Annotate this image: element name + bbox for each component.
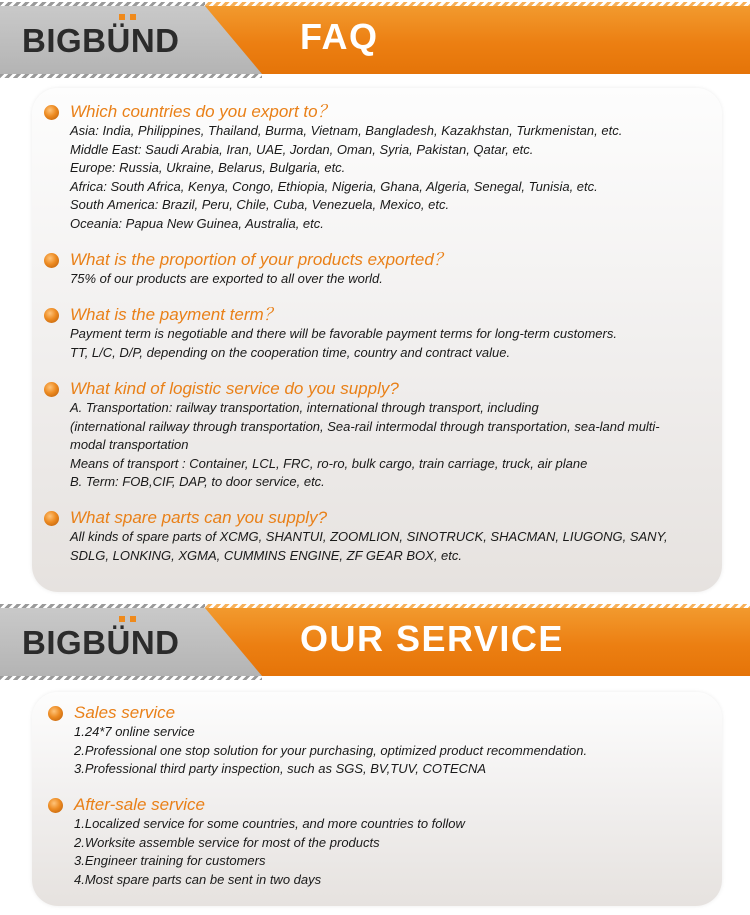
faq-title: FAQ	[300, 16, 379, 57]
faq-question: Which countries do you export to？	[42, 102, 732, 122]
faq-answer: Means of transport : Container, LCL, FRC, ro-ro, bulk cargo, train carriage, truck, air plane	[70, 455, 588, 471]
faq-answer: Oceania: Papua New Guinea, Australia, etc.	[70, 215, 324, 231]
banner-stripe	[0, 2, 205, 6]
service-item: 1.24*7 online service	[74, 724, 195, 739]
faq-item	[42, 379, 732, 492]
faq-banner	[0, 2, 750, 74]
faq-answer: Africa: South Africa, Kenya, Congo, Ethiopia, Nigeria, Ghana, Algeria, Senegal, Tunisia, etc.	[70, 178, 598, 194]
logo-umlaut-icon	[119, 14, 139, 20]
faq-question: What kind of logistic service do you supply?	[42, 379, 732, 399]
faq-question: What spare parts can you supply?	[42, 508, 732, 528]
faq-answer: All kinds of spare parts of XCMG, SHANTUI, ZOOMLION, SINOTRUCK, SHACMAN, LIUGONG, SANY,	[70, 529, 668, 544]
faq-item	[42, 250, 732, 289]
banner-stripe	[0, 74, 262, 78]
brand-logo: BIGBÜND	[22, 624, 180, 661]
service-heading: After-sale service	[46, 795, 736, 815]
faq-answer: TT, L/C, D/P, depending on the cooperation time, country and contract value.	[70, 344, 511, 360]
faq-answer: SDLG, LONKING, XGMA, CUMMINS ENGINE, ZF GEAR BOX, etc.	[70, 547, 462, 563]
faq-answer: South America: Brazil, Peru, Chile, Cuba, Venezuela, Mexico, etc.	[70, 197, 450, 213]
faq-answer: Payment term is negotiable and there will be favorable payment terms for long-term customers.	[70, 326, 617, 341]
bullet-icon	[44, 253, 59, 268]
faq-item	[42, 305, 732, 362]
bullet-icon	[44, 308, 59, 323]
faq-answer: 75% of our products are exported to all over the world.	[70, 271, 383, 286]
service-item: 1.Localized service for some countries, and more countries to follow	[74, 816, 465, 831]
service-item: 2.Professional one stop solution for your purchasing, optimized product recommendation.	[74, 742, 588, 758]
banner-stripe	[0, 676, 262, 680]
logo-umlaut-icon	[119, 616, 139, 622]
faq-question: What is the proportion of your products exported？	[42, 250, 732, 270]
service-heading: Sales service	[46, 703, 736, 723]
faq-answer: Europe: Russia, Ukraine, Belarus, Bulgaria, etc.	[70, 160, 346, 176]
bullet-icon	[44, 511, 59, 526]
service-title: OUR SERVICE	[300, 618, 564, 659]
service-item: 2.Worksite assemble service for most of the products	[74, 834, 380, 850]
bullet-icon	[44, 382, 59, 397]
faq-answer: (international railway through transportation, Sea-rail intermodal through transportation, sea-land multi-	[70, 418, 660, 434]
faq-item	[42, 508, 732, 565]
service-banner	[0, 604, 750, 676]
service-item: 4.Most spare parts can be sent in two days	[74, 871, 322, 887]
service-block	[46, 703, 736, 779]
bullet-icon	[48, 706, 63, 721]
faq-answer: Asia: India, Philippines, Thailand, Burma, Vietnam, Bangladesh, Kazakhstan, Turkmenistan, etc.	[70, 123, 623, 138]
bullet-icon	[44, 105, 59, 120]
faq-item	[42, 102, 732, 234]
service-item: 3.Engineer training for customers	[74, 853, 266, 869]
faq-answer: Middle East: Saudi Arabia, Iran, UAE, Jordan, Oman, Syria, Pakistan, Qatar, etc.	[70, 141, 534, 157]
faq-answer: modal transportation	[70, 437, 189, 453]
brand-logo: BIGBÜND	[22, 22, 180, 59]
banner-stripe	[0, 604, 205, 608]
service-item: 3.Professional third party inspection, such as SGS, BV,TUV, COTECNA	[74, 761, 487, 777]
banner-orange-band	[200, 6, 750, 74]
faq-answer: A. Transportation: railway transportation, international through transport, including	[70, 400, 539, 415]
faq-answer: B. Term: FOB,CIF, DAP, to door service, etc.	[70, 474, 325, 490]
bullet-icon	[48, 798, 63, 813]
service-block	[46, 795, 736, 889]
faq-question: What is the payment term？	[42, 305, 732, 325]
